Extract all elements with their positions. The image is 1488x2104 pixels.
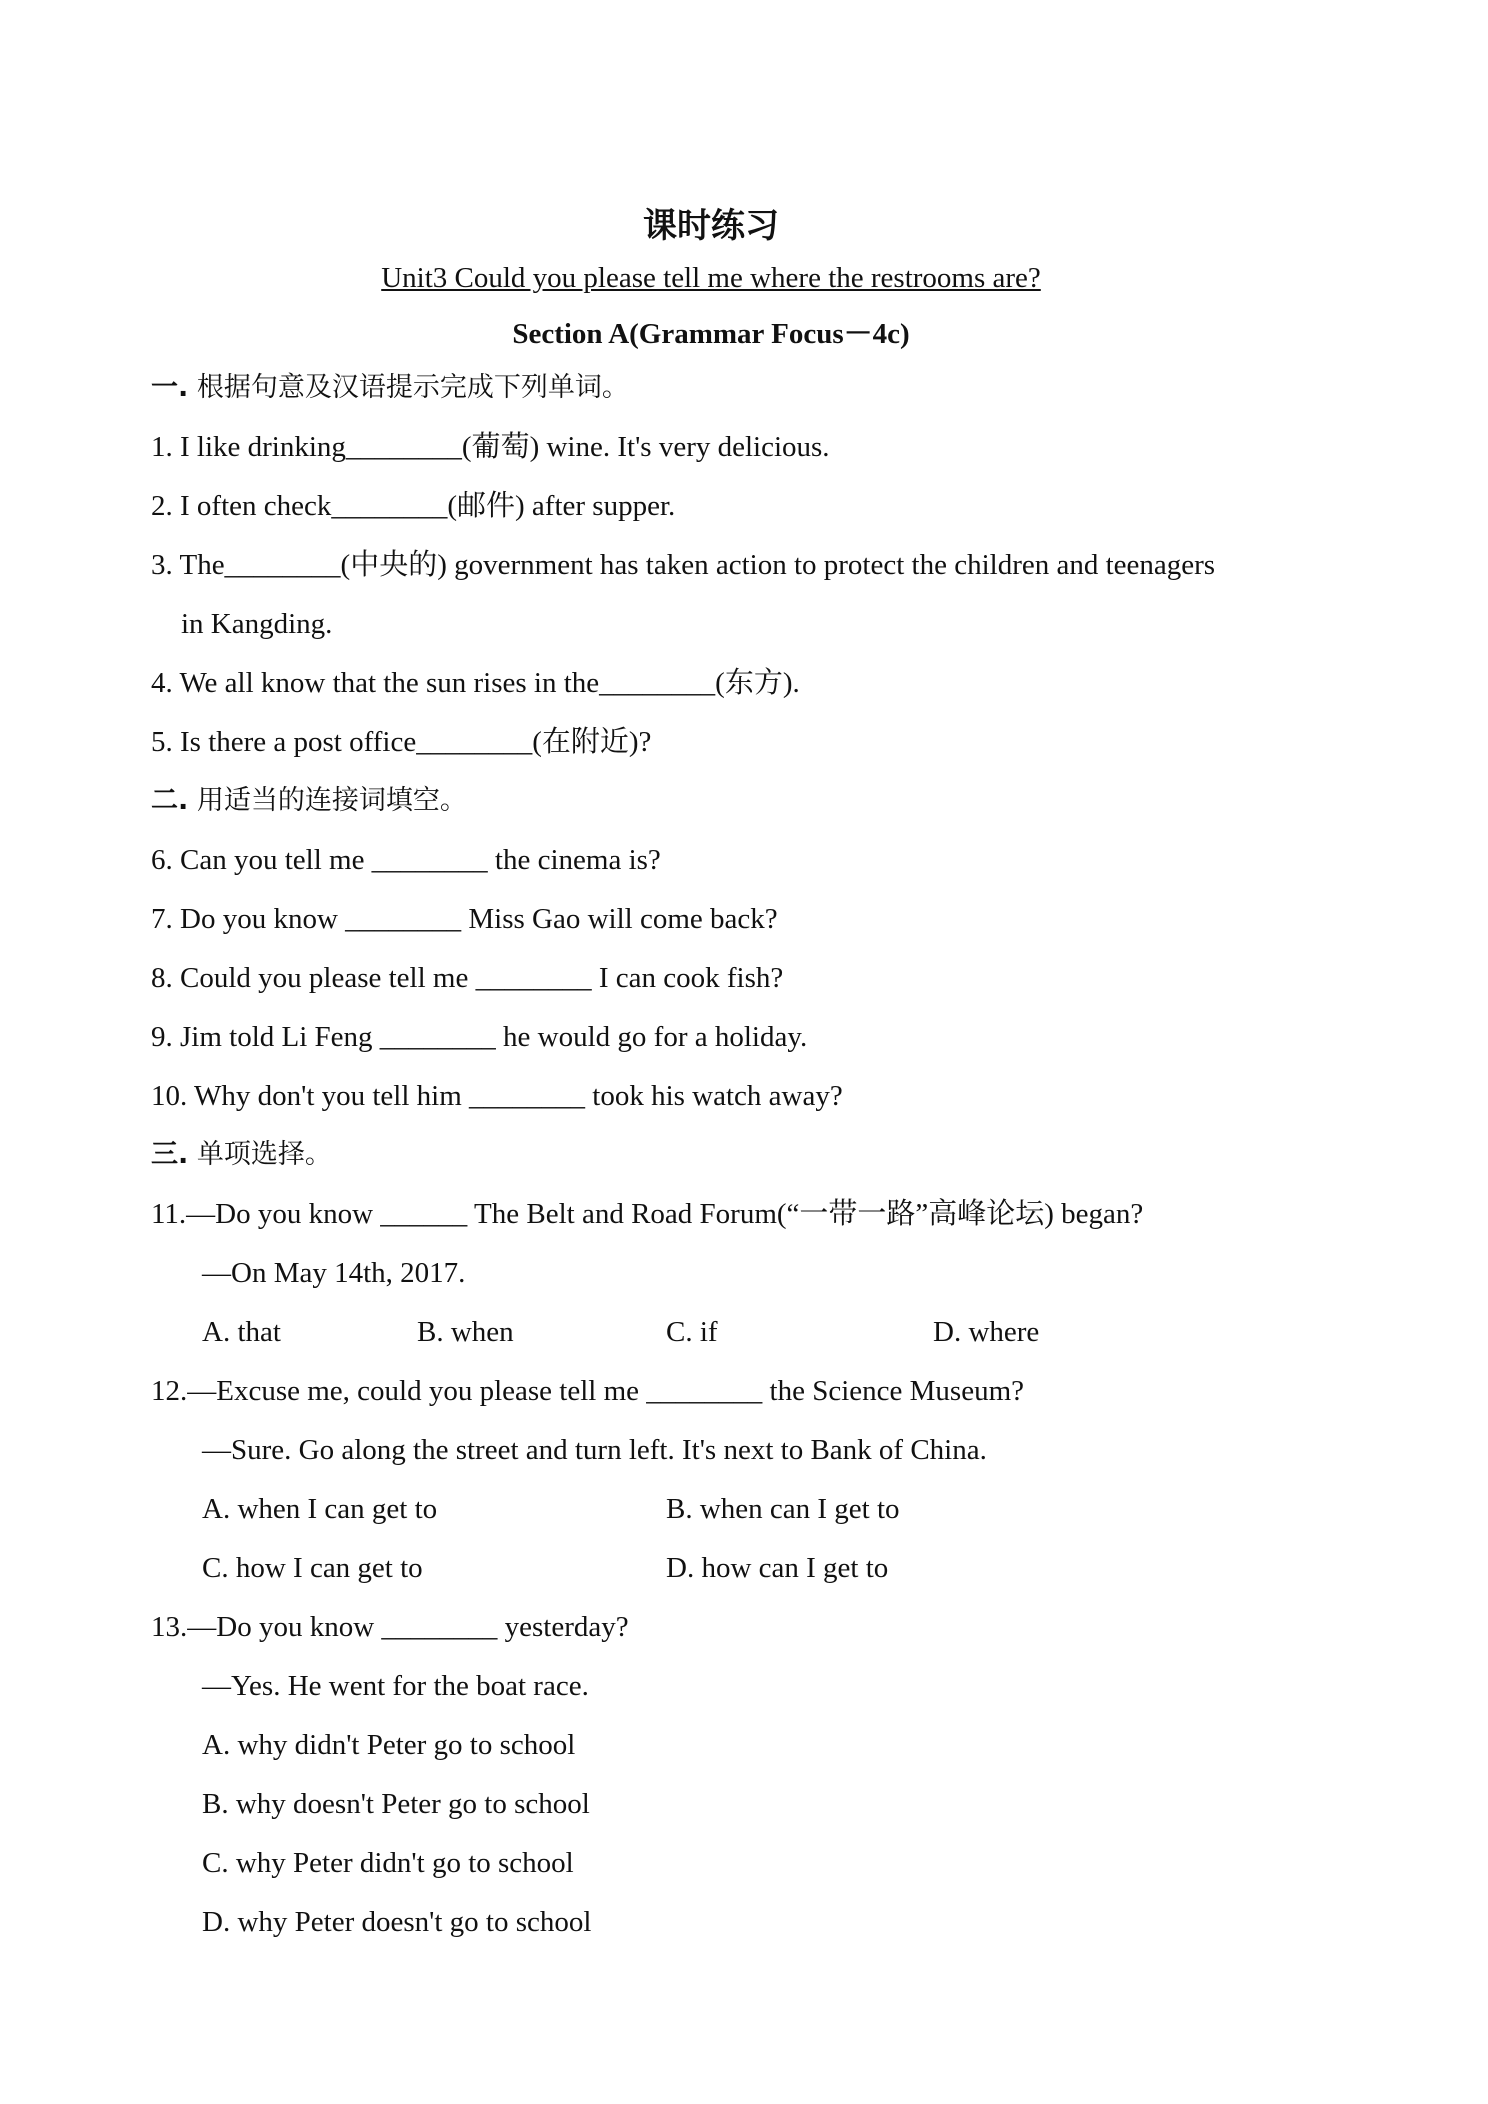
question-5: 5. Is there a post office________(在附近)? [151, 726, 652, 758]
part2-instruction: 用适当的连接词填空。 [196, 785, 467, 816]
question-12-option-b: B. when can I get to [666, 1493, 900, 1525]
question-7: 7. Do you know ________ Miss Gao will come back? [151, 903, 778, 935]
page-title: 课时练习 [643, 206, 779, 246]
question-13-option-c: C. why Peter didn't go to school [202, 1847, 574, 1879]
question-12-option-d: D. how can I get to [666, 1552, 889, 1584]
section-heading: Section A(Grammar Focus－4c) [512, 318, 910, 350]
question-11-answer: —On May 14th, 2017. [202, 1257, 466, 1289]
unit-subtitle: Unit3 Could you please tell me where the restrooms are? [381, 262, 1041, 294]
question-8: 8. Could you please tell me ________ I can cook fish? [151, 962, 784, 994]
question-13: 13.—Do you know ________ yesterday? [151, 1611, 629, 1643]
question-10: 10. Why don't you tell him ________ took his watch away? [151, 1080, 843, 1112]
part1-heading [151, 368, 629, 408]
question-11-option-d: D. where [933, 1316, 1040, 1348]
question-11-option-a: A. that [202, 1316, 281, 1348]
question-12-answer: —Sure. Go along the street and turn left. It's next to Bank of China. [202, 1434, 987, 1466]
question-13-option-a: A. why didn't Peter go to school [202, 1729, 576, 1761]
question-2: 2. I often check________(邮件) after supper. [151, 490, 676, 522]
question-11: 11.—Do you know ______ The Belt and Road Forum(“一带一路”高峰论坛) began? [151, 1198, 1144, 1230]
question-1: 1. I like drinking________(葡萄) wine. It's very delicious. [151, 431, 830, 463]
question-11-option-b: B. when [417, 1316, 514, 1348]
question-12-option-c: C. how I can get to [202, 1552, 423, 1584]
question-12: 12.—Excuse me, could you please tell me ________ the Science Museum? [151, 1375, 1025, 1407]
question-13-option-d: D. why Peter doesn't go to school [202, 1906, 592, 1938]
part3-number: 三. [151, 1139, 189, 1170]
part3-heading [151, 1135, 332, 1175]
part1-number: 一. [151, 372, 189, 403]
question-12-option-a: A. when I can get to [202, 1493, 438, 1525]
part2-heading [151, 781, 467, 821]
question-3-line-1: 3. The________(中央的) government has taken action to protect the children and teenagers [151, 549, 1216, 581]
question-9: 9. Jim told Li Feng ________ he would go for a holiday. [151, 1021, 808, 1053]
part1-instruction: 根据句意及汉语提示完成下列单词。 [196, 372, 629, 403]
question-6: 6. Can you tell me ________ the cinema is? [151, 844, 661, 876]
question-3-line-2: in Kangding. [181, 608, 333, 640]
part3-instruction: 单项选择。 [196, 1139, 332, 1170]
question-13-answer: —Yes. He went for the boat race. [202, 1670, 589, 1702]
question-11-option-c: C. if [666, 1316, 718, 1348]
part2-number: 二. [151, 785, 189, 816]
question-4: 4. We all know that the sun rises in the________(东方). [151, 667, 800, 699]
question-13-option-b: B. why doesn't Peter go to school [202, 1788, 590, 1820]
